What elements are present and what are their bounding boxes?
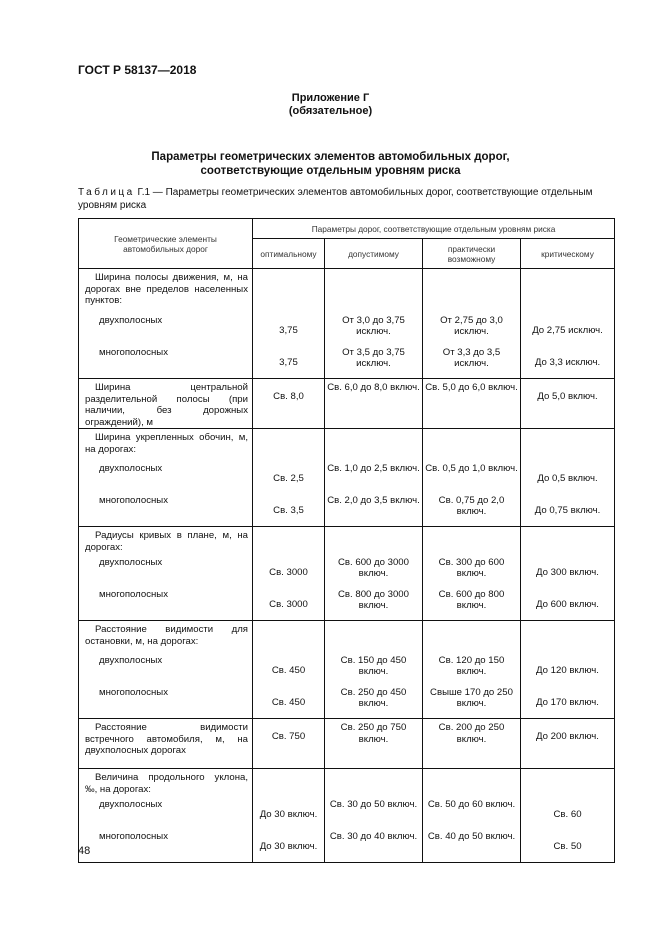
table-group-title-row — [79, 269, 615, 315]
table-cell-value — [521, 687, 615, 719]
table-group-title-row — [79, 429, 615, 463]
table-cell-value — [325, 495, 423, 527]
parameter-title-cell — [79, 769, 253, 799]
table-row — [79, 719, 615, 769]
cell-text: Св. 1,0 до 2,5 включ. — [327, 462, 420, 474]
table-cell-empty — [253, 269, 325, 315]
appendix-heading — [0, 92, 661, 118]
cell-text: От 2,75 до 3,0 исключ. — [440, 314, 503, 337]
cell-text: Св. 150 до 450 включ. — [340, 654, 407, 677]
parameter-sub-cell — [79, 315, 253, 347]
parameter-sub-cell — [79, 831, 253, 863]
main-title — [0, 150, 661, 178]
parameter-title: Ширина центральной разделительной полосы (при наличии, без дорожных ограждений), м — [85, 382, 248, 428]
table-cell-value — [521, 557, 615, 589]
cell-text: Св. 300 до 600 включ. — [438, 556, 505, 579]
table-cell-value — [253, 687, 325, 719]
table-cell-value — [325, 557, 423, 589]
table-cell-value — [521, 719, 615, 769]
table-cell-value — [253, 557, 325, 589]
table-cell-value — [423, 589, 521, 621]
cell-text: До 30 включ. — [259, 808, 318, 820]
parameter-title-cell — [79, 379, 253, 429]
table-cell-value — [423, 799, 521, 831]
table-row — [79, 557, 615, 589]
table-cell-value — [423, 495, 521, 527]
document-code: ГОСТ Р 58137—2018 — [78, 63, 197, 77]
cell-text: Св. 6,0 до 8,0 включ. — [327, 382, 420, 393]
table-cell-empty — [521, 527, 615, 557]
cell-text: Св. 250 до 450 включ. — [340, 686, 407, 709]
table-cell-value — [253, 799, 325, 831]
cell-text: От 3,5 до 3,75 исключ. — [342, 346, 405, 369]
table-row — [79, 347, 615, 379]
parameter-title-cell — [79, 527, 253, 557]
table-cell-value — [325, 379, 423, 429]
cell-text: Св. 800 до 3000 включ. — [338, 588, 409, 611]
parameter-sub-label: многополосных — [99, 588, 169, 600]
cell-text: Св. 450 — [271, 664, 306, 676]
table-caption-text: Г.1 — Параметры геометрических элементов автомобильных дорог, соответствующие отдельным уровням риска — [78, 187, 593, 211]
cell-text: Св. 2,0 до 3,5 включ. — [327, 494, 420, 506]
cell-text: До 0,5 включ. — [537, 472, 598, 484]
table-cell-value — [521, 589, 615, 621]
cell-text: До 600 включ. — [536, 598, 599, 610]
parameter-title: Расстояние видимости встречного автомобиля, м, на двухполосных дорогах — [85, 722, 248, 756]
parameter-title-cell — [79, 621, 253, 655]
table-cell-empty — [325, 527, 423, 557]
cell-text: Св. 2,5 — [273, 472, 304, 484]
cell-text: Св. 60 — [553, 808, 582, 820]
table-cell-empty — [325, 621, 423, 655]
column-header-level: практически возможному — [423, 239, 521, 269]
table-cell-value — [521, 495, 615, 527]
cell-text: От 3,0 до 3,75 исключ. — [342, 314, 405, 337]
table-caption — [78, 186, 616, 212]
table-row — [79, 589, 615, 621]
table-cell-value — [325, 831, 423, 863]
table-cell-value — [521, 347, 615, 379]
table-row — [79, 379, 615, 429]
table-cell-value — [521, 379, 615, 429]
column-header-level: допустимому — [325, 239, 423, 269]
table-cell-value — [253, 589, 325, 621]
table-cell-value — [423, 655, 521, 687]
page-number: 48 — [78, 845, 91, 857]
parameter-sub-cell — [79, 347, 253, 379]
table-cell-value — [423, 379, 521, 429]
table-row — [79, 495, 615, 527]
table-cell-value — [253, 495, 325, 527]
parameter-title-cell — [79, 269, 253, 315]
table-cell-empty — [325, 269, 423, 315]
table-cell-value — [423, 831, 521, 863]
table-group-title-row — [79, 769, 615, 799]
parameter-sub-label: двухполосных — [99, 462, 163, 474]
parameter-sub-label: двухполосных — [99, 654, 163, 666]
table-cell-value — [253, 379, 325, 429]
table-cell-empty — [325, 769, 423, 799]
cell-text: Св. 600 до 800 включ. — [438, 588, 505, 611]
table-cell-empty — [521, 621, 615, 655]
cell-text: До 2,75 исключ. — [532, 324, 603, 336]
table-cell-value — [325, 655, 423, 687]
cell-text: Св. 50 до 60 включ. — [427, 798, 516, 810]
appendix-status: (обязательное) — [288, 105, 373, 117]
table-cell-value — [325, 315, 423, 347]
cell-text: Св. 0,5 до 1,0 включ. — [425, 462, 518, 474]
cell-text: До 170 включ. — [536, 696, 599, 708]
cell-text: До 120 включ. — [536, 664, 599, 676]
column-header-level: оптимальному — [253, 239, 325, 269]
parameter-title: Ширина укрепленных обочин, м, на дорогах: — [85, 432, 248, 455]
table-cell-value — [325, 463, 423, 495]
parameters-table — [78, 218, 615, 863]
parameter-sub-label: двухполосных — [99, 798, 163, 810]
table-body — [79, 269, 615, 863]
parameter-sub-cell — [79, 463, 253, 495]
parameter-title: Радиусы кривых в плане, м, на дорогах: — [85, 530, 248, 553]
cell-text: Св. 120 до 150 включ. — [438, 654, 505, 677]
table-cell-value — [253, 315, 325, 347]
cell-text: Св. 0,75 до 2,0 включ. — [438, 494, 505, 517]
parameter-title: Ширина полосы движения, м, на дорогах вне пределов населенных пунктов: — [85, 272, 248, 306]
cell-text: Св. 5,0 до 6,0 включ. — [425, 382, 518, 393]
table-cell-empty — [423, 769, 521, 799]
table-cell-value — [521, 315, 615, 347]
cell-text: 3,75 — [279, 356, 298, 368]
table-cell-empty — [253, 621, 325, 655]
table-row — [79, 687, 615, 719]
table-cell-value — [253, 655, 325, 687]
table-group-title-row — [79, 527, 615, 557]
parameter-title-cell — [79, 719, 253, 769]
table-cell-value — [253, 831, 325, 863]
table-cell-empty — [253, 769, 325, 799]
parameter-sub-label: многополосных — [99, 494, 169, 506]
cell-text: До 3,3 исключ. — [534, 356, 601, 368]
table-cell-empty — [521, 429, 615, 463]
appendix-title: Приложение Г — [291, 92, 370, 104]
table-cell-empty — [325, 429, 423, 463]
table-cell-empty — [521, 269, 615, 315]
table-cell-value — [521, 655, 615, 687]
column-group-header: Параметры дорог, соответствующие отдельным уровням риска — [253, 219, 615, 239]
cell-text: Св. 8,0 — [273, 391, 304, 402]
table-cell-value — [253, 719, 325, 769]
table-cell-value — [253, 347, 325, 379]
table-group-title-row — [79, 621, 615, 655]
parameter-sub-label: двухполосных — [99, 556, 163, 568]
table-cell-value — [423, 463, 521, 495]
table-cell-empty — [521, 769, 615, 799]
parameter-sub-label: многополосных — [99, 346, 169, 358]
cell-text: 3,75 — [279, 324, 298, 336]
table-cell-value — [521, 463, 615, 495]
table-cell-value — [325, 687, 423, 719]
cell-text: Св. 600 до 3000 включ. — [338, 556, 409, 579]
parameter-title-cell — [79, 429, 253, 463]
table-cell-value — [423, 557, 521, 589]
table-cell-value — [325, 589, 423, 621]
table-cell-value — [423, 315, 521, 347]
table-cell-value — [423, 687, 521, 719]
parameter-sub-label: многополосных — [99, 686, 169, 698]
table-cell-value — [253, 463, 325, 495]
table-cell-empty — [423, 269, 521, 315]
cell-text: Свыше 170 до 250 включ. — [430, 686, 513, 709]
cell-text: Св. 3000 — [269, 566, 308, 578]
cell-text: Св. 3,5 — [273, 504, 304, 516]
table-row — [79, 831, 615, 863]
table-row — [79, 463, 615, 495]
column-header-level: критическому — [521, 239, 615, 269]
parameter-sub-label: многополосных — [99, 830, 169, 842]
cell-text: До 0,75 включ. — [534, 504, 601, 516]
cell-text: До 30 включ. — [259, 840, 318, 852]
table-cell-value — [325, 799, 423, 831]
table-cell-value — [325, 719, 423, 769]
table-cell-value — [325, 347, 423, 379]
table-cell-value — [423, 719, 521, 769]
cell-text: До 300 включ. — [536, 566, 599, 578]
cell-text: Св. 30 до 50 включ. — [329, 798, 418, 810]
table-cell-value — [521, 831, 615, 863]
main-title-line-1: Параметры геометрических элементов автомобильных дорог, — [151, 151, 510, 163]
parameter-title: Расстояние видимости для остановки, м, на дорогах: — [85, 624, 248, 647]
column-header-elements: Геометрические элементы автомобильных дорог — [79, 219, 253, 269]
cell-text: Св. 30 до 40 включ. — [329, 830, 418, 842]
parameter-sub-cell — [79, 557, 253, 589]
table-cell-value — [521, 799, 615, 831]
cell-text: До 5,0 включ. — [537, 391, 598, 402]
table-row — [79, 315, 615, 347]
parameter-sub-cell — [79, 799, 253, 831]
parameter-sub-cell — [79, 655, 253, 687]
parameter-sub-label: двухполосных — [99, 314, 163, 326]
cell-text: Св. 450 — [271, 696, 306, 708]
parameter-title: Величина продольного уклона, ‰, на дорогах: — [85, 772, 248, 795]
cell-text: Св. 200 до 250 включ. — [438, 722, 505, 745]
parameter-sub-cell — [79, 687, 253, 719]
parameter-sub-cell — [79, 495, 253, 527]
table-cell-empty — [423, 621, 521, 655]
table-row — [79, 799, 615, 831]
main-title-line-2: соответствующие отдельным уровням риска — [200, 165, 461, 177]
table-cell-value — [423, 347, 521, 379]
cell-text: Св. 3000 — [269, 598, 308, 610]
cell-text: Св. 40 до 50 включ. — [427, 830, 516, 842]
table-cell-empty — [423, 527, 521, 557]
cell-text: Св. 250 до 750 включ. — [340, 722, 407, 745]
table-caption-label: Таблица — [78, 187, 135, 198]
table-row — [79, 655, 615, 687]
cell-text: Св. 50 — [553, 840, 582, 852]
cell-text: До 200 включ. — [536, 731, 599, 742]
table-cell-empty — [253, 527, 325, 557]
table-cell-empty — [253, 429, 325, 463]
cell-text: От 3,3 до 3,5 исключ. — [442, 346, 501, 369]
table-cell-empty — [423, 429, 521, 463]
cell-text: Св. 750 — [271, 731, 306, 742]
parameter-sub-cell — [79, 589, 253, 621]
